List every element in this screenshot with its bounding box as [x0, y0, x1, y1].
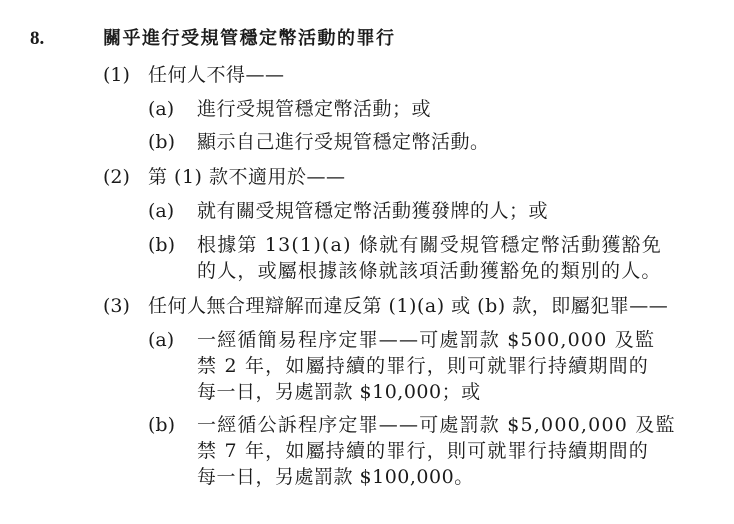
- subsection-2-text: 第 (1) 款不適用於——: [148, 166, 346, 188]
- subsection-1-text: 任何人不得——: [148, 64, 285, 86]
- paragraph-3b-line-3: 每一日，另處罰款 $100,000。: [197, 466, 474, 488]
- section-number: 8.: [30, 28, 45, 49]
- paragraph-3a-label: (a): [148, 329, 175, 351]
- paragraph-3a-line-1: 一經循簡易程序定罪——可處罰款 $500,000 及監: [197, 329, 656, 351]
- paragraph-2b-line-1: 根據第 13(1)(a) 條就有關受規管穩定幣活動獲豁免: [197, 234, 662, 256]
- paragraph-1b-line-1: 顯示自己進行受規管穩定幣活動。: [197, 131, 490, 153]
- paragraph-3b-line-1: 一經循公訴程序定罪——可處罰款 $5,000,000 及監: [197, 414, 676, 436]
- paragraph-3a-line-2: 禁 2 年，如屬持續的罪行，則可就罪行持續期間的: [197, 355, 649, 377]
- section-title: 關乎進行受規管穩定幣活動的罪行: [103, 28, 396, 49]
- paragraph-2a-label: (a): [148, 200, 175, 222]
- paragraph-2a-line-1: 就有關受規管穩定幣活動獲發牌的人；或: [197, 200, 549, 222]
- paragraph-1a-label: (a): [148, 98, 175, 120]
- paragraph-1a-line-1: 進行受規管穩定幣活動；或: [197, 98, 432, 120]
- paragraph-3b-line-2: 禁 7 年，如屬持續的罪行，則可就罪行持續期間的: [197, 440, 649, 462]
- subsection-3-label: (3): [103, 295, 130, 317]
- subsection-1-label: (1): [103, 64, 130, 86]
- subsection-2-label: (2): [103, 166, 130, 188]
- paragraph-2b-label: (b): [148, 234, 175, 256]
- paragraph-3b-label: (b): [148, 414, 175, 436]
- paragraph-3a-line-3: 每一日，另處罰款 $10,000；或: [197, 381, 481, 403]
- paragraph-1b-label: (b): [148, 131, 175, 153]
- paragraph-2b-line-2: 的人，或屬根據該條就該項活動獲豁免的類別的人。: [197, 260, 662, 282]
- subsection-3-text: 任何人無合理辯解而違反第 (1)(a) 或 (b) 款，即屬犯罪——: [148, 295, 669, 317]
